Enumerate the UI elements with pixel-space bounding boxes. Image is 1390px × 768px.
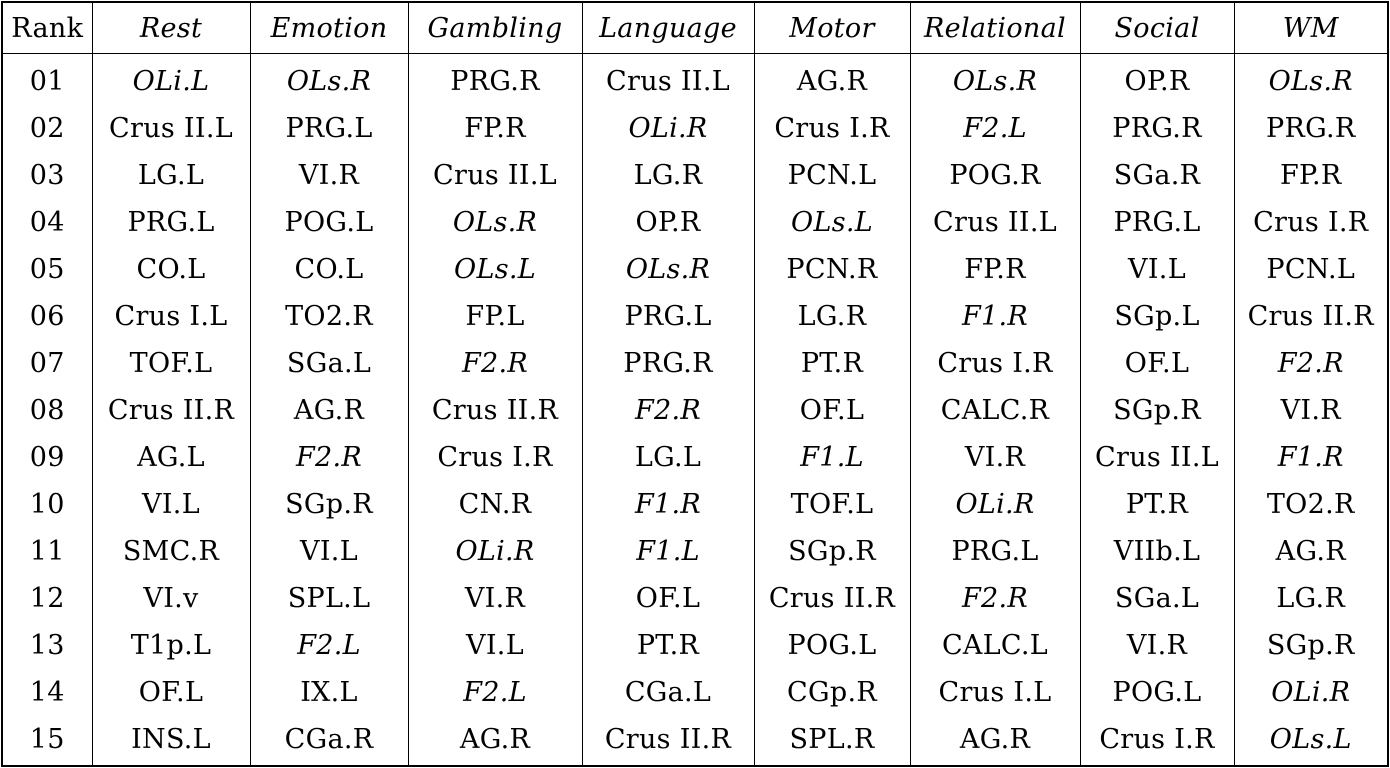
rank-cell: 09 xyxy=(2,434,92,481)
region-cell-language: OLi.R xyxy=(582,105,754,152)
region-cell-rest: INS.L xyxy=(92,716,250,766)
table-row xyxy=(2,434,1388,481)
table-row xyxy=(2,246,1388,293)
rank-cell: 07 xyxy=(2,340,92,387)
rank-cell: 13 xyxy=(2,622,92,669)
region-cell-social: Crus II.L xyxy=(1080,434,1234,481)
region-cell-social: SGa.R xyxy=(1080,152,1234,199)
region-cell-rest: TOF.L xyxy=(92,340,250,387)
region-cell-wm: Crus I.R xyxy=(1234,199,1388,246)
region-cell-social: POG.L xyxy=(1080,669,1234,716)
region-cell-wm: SGp.R xyxy=(1234,622,1388,669)
region-cell-gambling: Crus II.R xyxy=(408,387,582,434)
header-row xyxy=(2,2,1388,54)
region-cell-social: SGa.L xyxy=(1080,575,1234,622)
region-cell-gambling: F2.L xyxy=(408,669,582,716)
region-cell-motor: TOF.L xyxy=(754,481,910,528)
region-cell-rest: VI.v xyxy=(92,575,250,622)
region-cell-emotion: IX.L xyxy=(250,669,408,716)
region-cell-rest: LG.L xyxy=(92,152,250,199)
region-cell-wm: F2.R xyxy=(1234,340,1388,387)
table-row xyxy=(2,669,1388,716)
region-cell-gambling: Crus II.L xyxy=(408,152,582,199)
rank-cell: 06 xyxy=(2,293,92,340)
region-cell-wm: TO2.R xyxy=(1234,481,1388,528)
region-cell-wm: PRG.R xyxy=(1234,105,1388,152)
table-row xyxy=(2,340,1388,387)
region-cell-language: OLs.R xyxy=(582,246,754,293)
column-header-motor: Motor xyxy=(754,2,910,54)
region-cell-language: OF.L xyxy=(582,575,754,622)
region-cell-motor: LG.R xyxy=(754,293,910,340)
column-header-gambling: Gambling xyxy=(408,2,582,54)
region-cell-gambling: FP.L xyxy=(408,293,582,340)
region-cell-motor: Crus II.R xyxy=(754,575,910,622)
table-row xyxy=(2,716,1388,766)
region-cell-language: OP.R xyxy=(582,199,754,246)
region-cell-motor: F1.L xyxy=(754,434,910,481)
region-cell-relational: Crus I.L xyxy=(910,669,1080,716)
region-cell-social: VIIb.L xyxy=(1080,528,1234,575)
region-cell-wm: OLs.L xyxy=(1234,716,1388,766)
region-cell-relational: VI.R xyxy=(910,434,1080,481)
rank-cell: 03 xyxy=(2,152,92,199)
region-cell-wm: PCN.L xyxy=(1234,246,1388,293)
region-cell-emotion: CGa.R xyxy=(250,716,408,766)
table-row xyxy=(2,481,1388,528)
region-cell-wm: AG.R xyxy=(1234,528,1388,575)
table-row xyxy=(2,199,1388,246)
region-cell-motor: CGp.R xyxy=(754,669,910,716)
region-cell-social: VI.R xyxy=(1080,622,1234,669)
region-cell-relational: F1.R xyxy=(910,293,1080,340)
region-cell-gambling: OLs.R xyxy=(408,199,582,246)
region-cell-rest: OLi.L xyxy=(92,54,250,106)
rank-cell: 01 xyxy=(2,54,92,106)
ranking-table xyxy=(1,1,1389,767)
region-cell-wm: VI.R xyxy=(1234,387,1388,434)
column-header-rest: Rest xyxy=(92,2,250,54)
region-cell-wm: LG.R xyxy=(1234,575,1388,622)
rank-cell: 04 xyxy=(2,199,92,246)
region-cell-rest: OF.L xyxy=(92,669,250,716)
region-cell-gambling: PRG.R xyxy=(408,54,582,106)
region-cell-gambling: Crus I.R xyxy=(408,434,582,481)
region-cell-gambling: OLi.R xyxy=(408,528,582,575)
region-cell-social: VI.L xyxy=(1080,246,1234,293)
column-header-relational: Relational xyxy=(910,2,1080,54)
region-cell-rest: Crus II.L xyxy=(92,105,250,152)
region-cell-language: CGa.L xyxy=(582,669,754,716)
rank-cell: 08 xyxy=(2,387,92,434)
table-row xyxy=(2,387,1388,434)
rank-cell: 15 xyxy=(2,716,92,766)
region-cell-wm: Crus II.R xyxy=(1234,293,1388,340)
region-cell-language: PT.R xyxy=(582,622,754,669)
rank-cell: 02 xyxy=(2,105,92,152)
region-cell-relational: CALC.R xyxy=(910,387,1080,434)
region-cell-motor: Crus I.R xyxy=(754,105,910,152)
table-body xyxy=(2,54,1388,767)
table-row xyxy=(2,54,1388,106)
region-cell-social: SGp.L xyxy=(1080,293,1234,340)
rank-cell: 11 xyxy=(2,528,92,575)
region-cell-language: PRG.L xyxy=(582,293,754,340)
region-cell-relational: CALC.L xyxy=(910,622,1080,669)
region-cell-emotion: F2.R xyxy=(250,434,408,481)
region-cell-emotion: AG.R xyxy=(250,387,408,434)
region-cell-social: SGp.R xyxy=(1080,387,1234,434)
region-cell-wm: F1.R xyxy=(1234,434,1388,481)
region-cell-relational: Crus II.L xyxy=(910,199,1080,246)
rank-cell: 12 xyxy=(2,575,92,622)
region-cell-emotion: TO2.R xyxy=(250,293,408,340)
table-row xyxy=(2,575,1388,622)
region-cell-emotion: F2.L xyxy=(250,622,408,669)
region-cell-motor: POG.L xyxy=(754,622,910,669)
region-cell-relational: AG.R xyxy=(910,716,1080,766)
region-cell-rest: AG.L xyxy=(92,434,250,481)
table-row xyxy=(2,528,1388,575)
region-cell-relational: OLs.R xyxy=(910,54,1080,106)
region-cell-gambling: VI.L xyxy=(408,622,582,669)
region-cell-rest: Crus II.R xyxy=(92,387,250,434)
rank-cell: 14 xyxy=(2,669,92,716)
region-cell-rest: CO.L xyxy=(92,246,250,293)
region-cell-emotion: SPL.L xyxy=(250,575,408,622)
region-cell-language: Crus II.R xyxy=(582,716,754,766)
region-cell-gambling: VI.R xyxy=(408,575,582,622)
region-cell-social: PT.R xyxy=(1080,481,1234,528)
region-cell-emotion: SGa.L xyxy=(250,340,408,387)
region-cell-social: Crus I.R xyxy=(1080,716,1234,766)
region-cell-relational: Crus I.R xyxy=(910,340,1080,387)
region-cell-language: PRG.R xyxy=(582,340,754,387)
region-cell-language: LG.R xyxy=(582,152,754,199)
region-cell-motor: OF.L xyxy=(754,387,910,434)
region-cell-gambling: OLs.L xyxy=(408,246,582,293)
table-row xyxy=(2,105,1388,152)
region-cell-emotion: OLs.R xyxy=(250,54,408,106)
region-cell-gambling: AG.R xyxy=(408,716,582,766)
region-cell-rest: PRG.L xyxy=(92,199,250,246)
region-cell-social: PRG.R xyxy=(1080,105,1234,152)
region-cell-wm: FP.R xyxy=(1234,152,1388,199)
region-cell-language: F1.L xyxy=(582,528,754,575)
region-cell-emotion: VI.L xyxy=(250,528,408,575)
region-cell-motor: OLs.L xyxy=(754,199,910,246)
region-cell-relational: OLi.R xyxy=(910,481,1080,528)
region-cell-motor: SPL.R xyxy=(754,716,910,766)
region-cell-rest: SMC.R xyxy=(92,528,250,575)
rank-cell: 05 xyxy=(2,246,92,293)
column-header-wm: WM xyxy=(1234,2,1388,54)
region-cell-social: PRG.L xyxy=(1080,199,1234,246)
rank-cell: 10 xyxy=(2,481,92,528)
region-cell-gambling: F2.R xyxy=(408,340,582,387)
region-cell-gambling: FP.R xyxy=(408,105,582,152)
table-row xyxy=(2,293,1388,340)
region-cell-emotion: PRG.L xyxy=(250,105,408,152)
column-header-emotion: Emotion xyxy=(250,2,408,54)
column-header-rank: Rank xyxy=(2,2,92,54)
region-cell-wm: OLs.R xyxy=(1234,54,1388,106)
region-cell-emotion: SGp.R xyxy=(250,481,408,528)
region-cell-relational: POG.R xyxy=(910,152,1080,199)
region-cell-motor: PT.R xyxy=(754,340,910,387)
table-row xyxy=(2,152,1388,199)
region-cell-rest: T1p.L xyxy=(92,622,250,669)
region-cell-language: F2.R xyxy=(582,387,754,434)
table-row xyxy=(2,622,1388,669)
region-cell-rest: VI.L xyxy=(92,481,250,528)
region-cell-emotion: CO.L xyxy=(250,246,408,293)
region-cell-relational: F2.R xyxy=(910,575,1080,622)
region-cell-relational: PRG.L xyxy=(910,528,1080,575)
region-cell-relational: FP.R xyxy=(910,246,1080,293)
region-cell-emotion: POG.L xyxy=(250,199,408,246)
region-cell-motor: SGp.R xyxy=(754,528,910,575)
region-cell-social: OF.L xyxy=(1080,340,1234,387)
region-cell-social: OP.R xyxy=(1080,54,1234,106)
region-cell-motor: AG.R xyxy=(754,54,910,106)
table-container xyxy=(1,1,1387,765)
column-header-language: Language xyxy=(582,2,754,54)
region-cell-language: LG.L xyxy=(582,434,754,481)
region-cell-wm: OLi.R xyxy=(1234,669,1388,716)
region-cell-motor: PCN.L xyxy=(754,152,910,199)
region-cell-emotion: VI.R xyxy=(250,152,408,199)
region-cell-rest: Crus I.L xyxy=(92,293,250,340)
region-cell-motor: PCN.R xyxy=(754,246,910,293)
region-cell-gambling: CN.R xyxy=(408,481,582,528)
region-cell-relational: F2.L xyxy=(910,105,1080,152)
column-header-social: Social xyxy=(1080,2,1234,54)
region-cell-language: Crus II.L xyxy=(582,54,754,106)
region-cell-language: F1.R xyxy=(582,481,754,528)
